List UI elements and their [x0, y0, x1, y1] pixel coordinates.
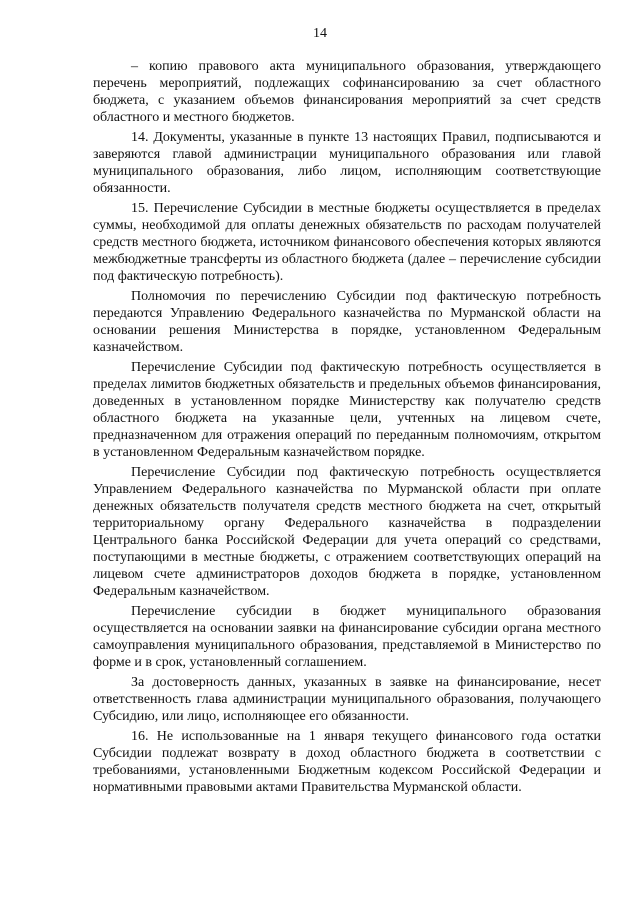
paragraph-15-subsidy-transfer: 15. Перечисление Субсидии в местные бюджеты осуществляется в пределах суммы, необходимой для оплаты денежных обязательств по расходам получателей средств местного бюджета, источником финансового обеспечения которых являются межбюджетные трансферты из областного бюджета (далее – перечисление субсидии под фактическую потребность). — [93, 201, 601, 284]
paragraph-application-basis: Перечисление субсидии в бюджет муниципального образования осуществляется на основании заявки на финансирование субсидии органа местного самоуправления муниципального образования, представляемой в Министерство по форме и в срок, установленный соглашением. — [93, 604, 601, 670]
paragraph-transfer-limits: Перечисление Субсидии под фактическую потребность осуществляется в пределах лимитов бюджетных обязательств и предельных объемов финансирования, доведенных в установленном порядке Министерству как получателю средств областного бюджета на указанные цели, учтенных на лицевом счете, предназначенном для отражения операций по переданным полномочиям, открытом в установленном Федеральным казначейством порядке. — [93, 360, 601, 460]
document-body — [93, 58, 601, 799]
paragraph-14-documents-signing: 14. Документы, указанные в пункте 13 настоящих Правил, подписываются и заверяются главой администрации муниципального образования или главой муниципального образования, либо лицом, исполняющим соответствующие обязанности. — [93, 130, 601, 196]
paragraph-16-unused-balances: 16. Не использованные на 1 января текущего финансового года остатки Субсидии подлежат возврату в доход областного бюджета в соответствии с требованиями, установленными Бюджетным кодексом Российской Федерации и нормативными правовыми актами Правительства Мурманской области. — [93, 729, 601, 795]
paragraph-powers-transfer: Полномочия по перечислению Субсидии под фактическую потребность передаются Управлению Федерального казначейства по Мурманской области на основании решения Министерства в порядке, установленном Федеральным казначейством. — [93, 289, 601, 355]
paragraph-treasury-transfer: Перечисление Субсидии под фактическую потребность осуществляется Управлением Федерального казначейства по Мурманской области при оплате денежных обязательств получателя средств местного бюджета на счет, открытый территориальному органу Федерального казначейства в подразделении Центрального банка Российской Федерации для учета операций со средствами, поступающими в местные бюджеты, с отражением соответствующих операций на лицевом счете администраторов доходов бюджета в порядке, установленном Федеральным казначейством. — [93, 465, 601, 599]
page-number: 14 — [313, 26, 327, 41]
paragraph-data-responsibility: За достоверность данных, указанных в заявке на финансирование, несет ответственность глава администрации муниципального образования, получающего Субсидию, или лицо, исполняющее его обязанности. — [93, 675, 601, 724]
paragraph-copy-of-legal-act: – копию правового акта муниципального образования, утверждающего перечень мероприятий, подлежащих софинансированию за счет областного бюджета, с указанием объемов финансирования мероприятий за счет средств областного и местного бюджетов. — [93, 59, 601, 125]
